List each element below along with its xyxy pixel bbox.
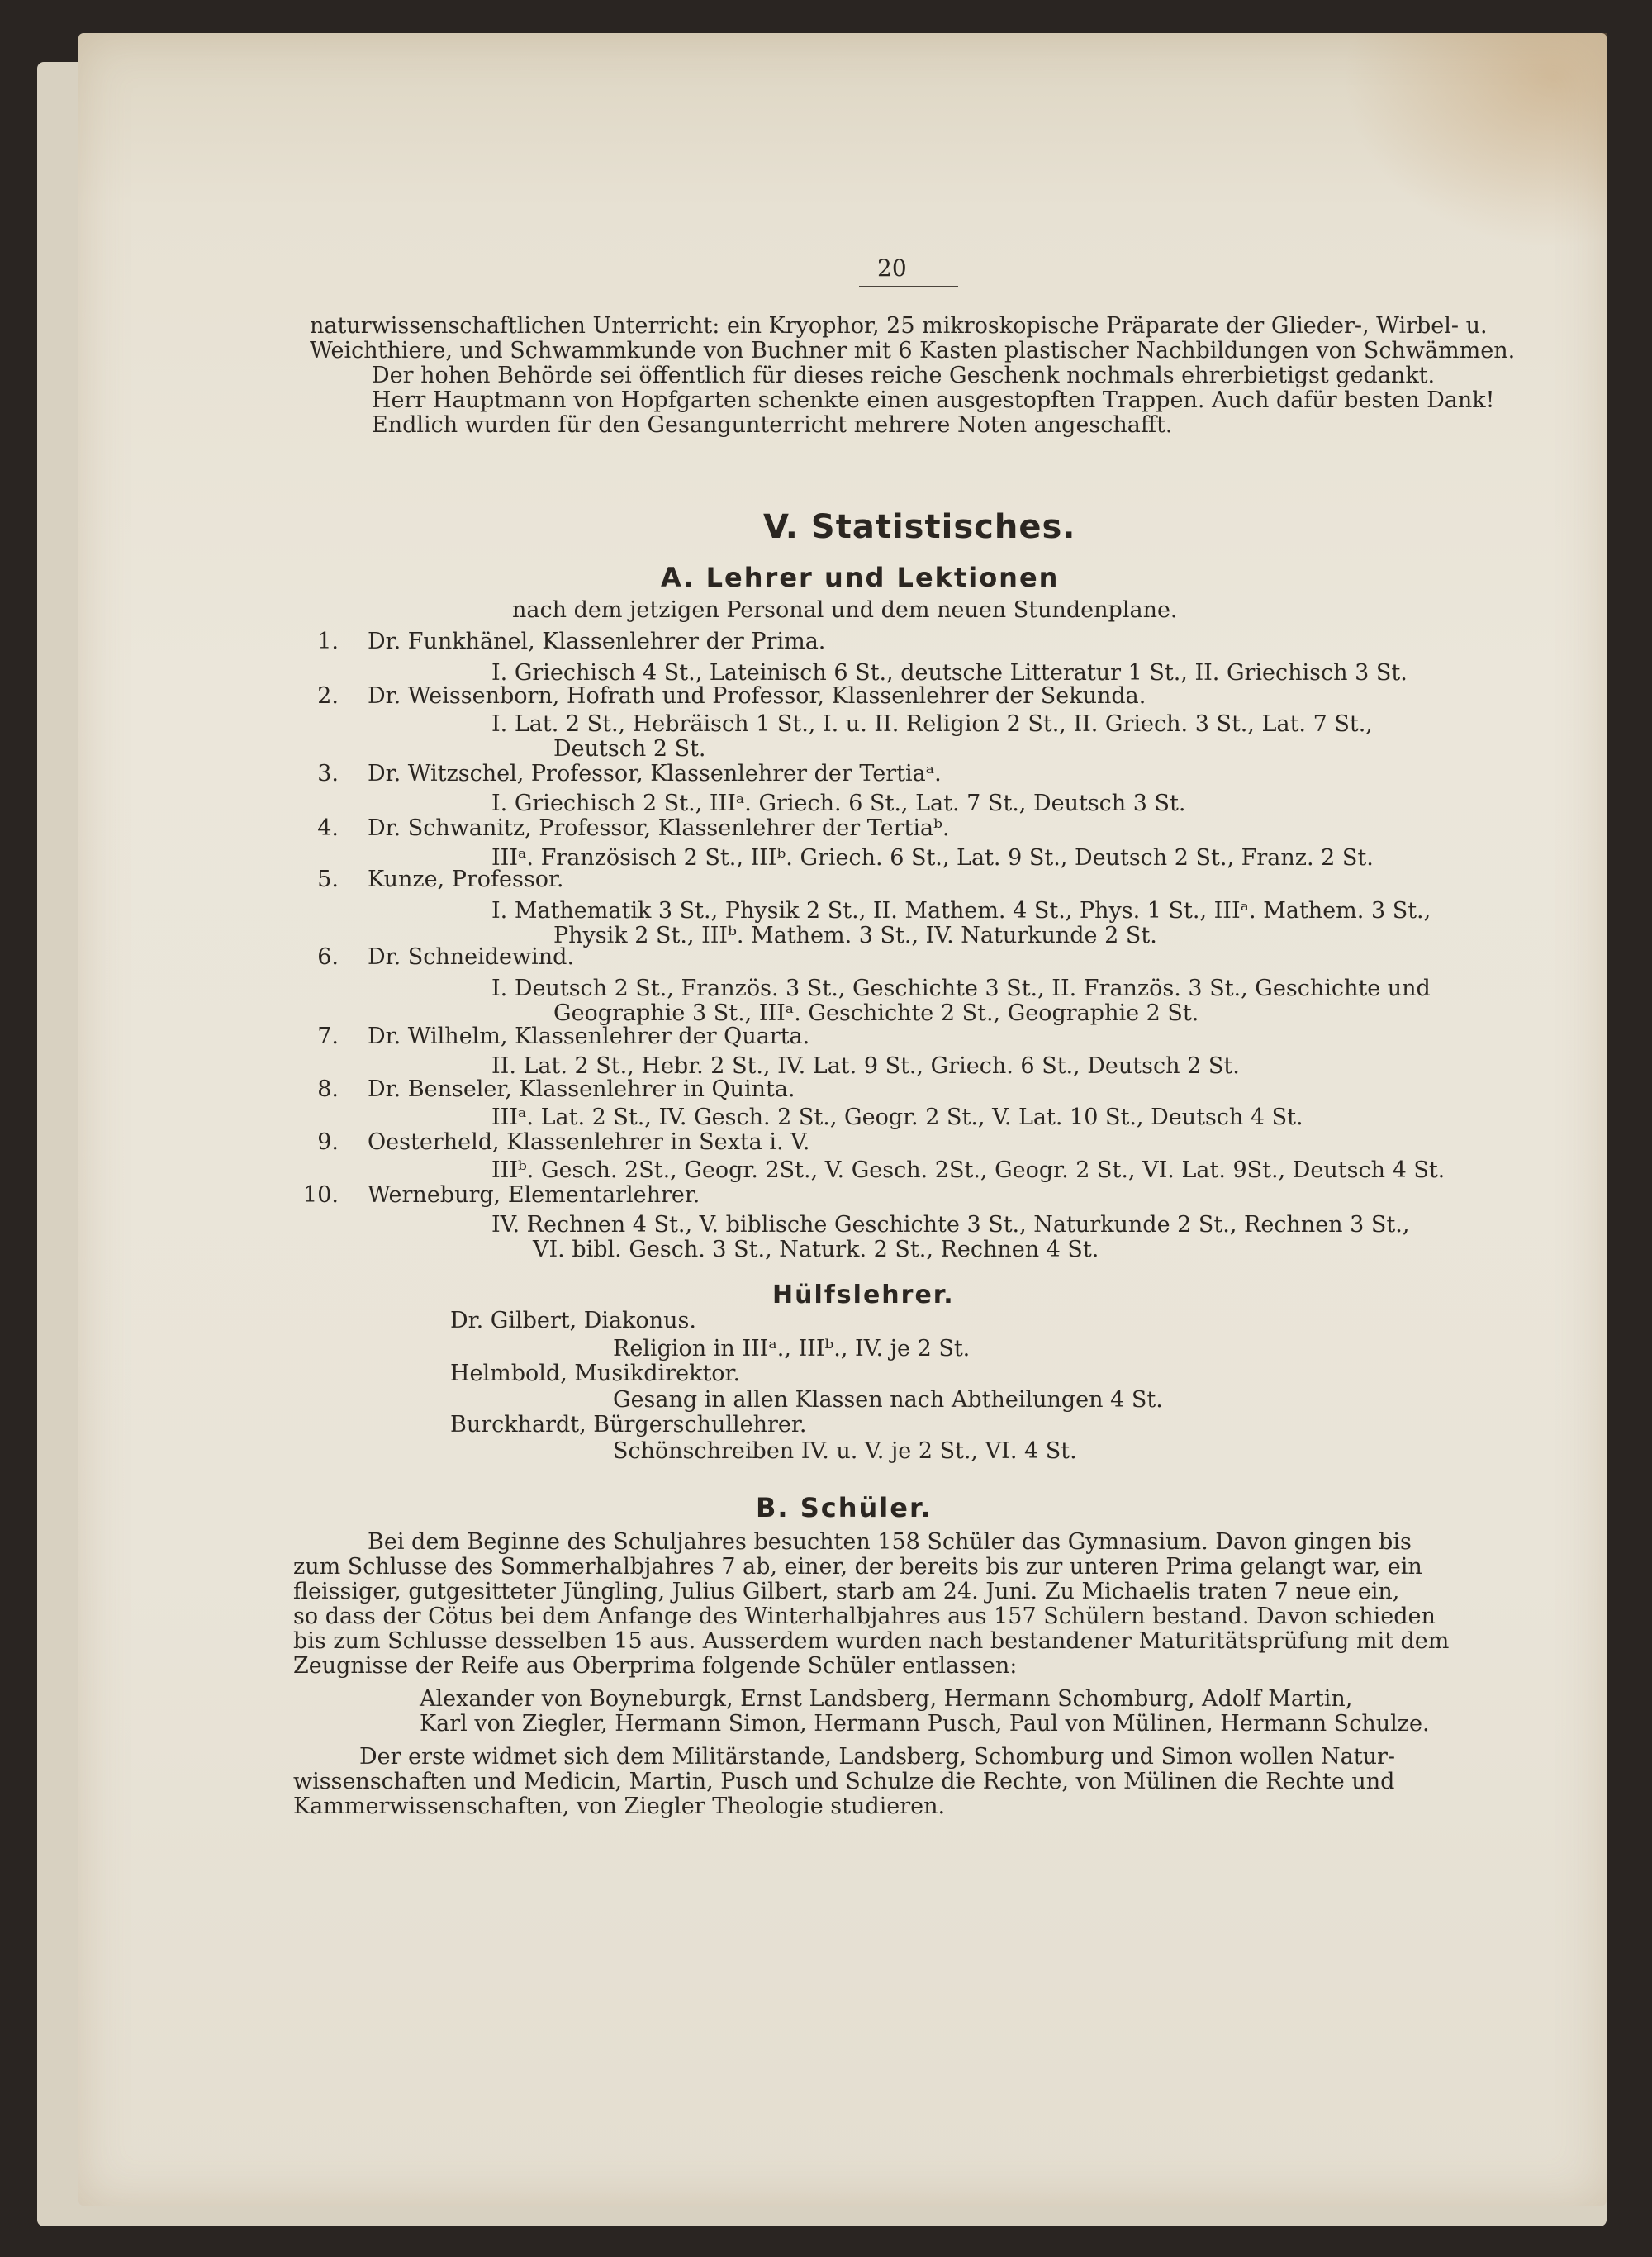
schueler-paragraph-line: so dass der Cötus bei dem Anfange des Winterhalbjahres aus 157 Schülern bestand. Davon schieden	[293, 1604, 1436, 1629]
teacher-number: 3.	[317, 761, 339, 786]
teacher-number: 1.	[317, 629, 339, 654]
subsection-a-title: A. Lehrer und Lektionen	[661, 562, 1060, 593]
teacher-lessons: I. Deutsch 2 St., Französ. 3 St., Geschichte 3 St., II. Französ. 3 St., Geschichte und	[491, 976, 1431, 1001]
schueler-paragraph-line: bis zum Schlusse desselben 15 aus. Ausserdem wurden nach bestandener Maturitätsprüfung mit dem	[293, 1628, 1450, 1654]
teacher-name: Oesterheld, Klassenlehrer in Sexta i. V.	[368, 1129, 810, 1155]
teacher-lessons: Physik 2 St., IIIᵇ. Mathem. 3 St., IV. Naturkunde 2 St.	[553, 923, 1157, 948]
teacher-number: 8.	[317, 1076, 339, 1102]
teacher-lessons: I. Griechisch 4 St., Lateinisch 6 St., deutsche Litteratur 1 St., II. Griechisch 3 St.	[491, 660, 1408, 686]
teacher-lessons: IIIᵃ. Lat. 2 St., IV. Gesch. 2 St., Geogr. 2 St., V. Lat. 10 St., Deutsch 4 St.	[491, 1105, 1303, 1130]
intro-line: Weichthiere, und Schwammkunde von Buchner mit 6 Kasten plastischer Nachbildungen von Schwämmen.	[310, 338, 1516, 363]
closing-line: Der erste widmet sich dem Militärstande, Landsberg, Schomburg und Simon wollen Natur-	[359, 1744, 1396, 1770]
teacher-name: Dr. Wilhelm, Klassenlehrer der Quarta.	[368, 1024, 810, 1049]
assistant-name: Burckhardt, Bürgerschullehrer.	[450, 1412, 807, 1437]
subsection-b-title: B. Schüler.	[756, 1492, 933, 1523]
intro-line: Herr Hauptmann von Hopfgarten schenkte einen ausgestopften Trappen. Auch dafür besten Dank!	[372, 387, 1495, 413]
teacher-lessons: II. Lat. 2 St., Hebr. 2 St., IV. Lat. 9 St., Griech. 6 St., Deutsch 2 St.	[491, 1053, 1240, 1079]
teacher-name: Dr. Schwanitz, Professor, Klassenlehrer der Tertiaᵇ.	[368, 815, 950, 841]
schueler-paragraph-line: Zeugnisse der Reife aus Oberprima folgende Schüler entlassen:	[293, 1653, 1018, 1679]
teacher-name: Dr. Witzschel, Professor, Klassenlehrer der Tertiaᵃ.	[368, 761, 942, 786]
schueler-paragraph-line: zum Schlusse des Sommerhalbjahres 7 ab, einer, der bereits bis zur unteren Prima gelangt war, ein	[293, 1554, 1422, 1580]
teacher-number: 7.	[317, 1024, 339, 1049]
teacher-number: 5.	[317, 867, 339, 892]
teacher-lessons: Geographie 3 St., IIIᵃ. Geschichte 2 St., Geographie 2 St.	[553, 1000, 1199, 1026]
teacher-number: 10.	[303, 1182, 339, 1208]
closing-line: wissenschaften und Medicin, Martin, Pusch und Schulze die Rechte, von Mülinen die Rechte und	[293, 1769, 1395, 1794]
intro-line: naturwissenschaftlichen Unterricht: ein Kryophor, 25 mikroskopische Präparate der Glieder-, Wirbel- u.	[310, 313, 1488, 339]
assistant-lesson: Gesang in allen Klassen nach Abtheilungen 4 St.	[613, 1387, 1163, 1413]
teacher-lessons: I. Mathematik 3 St., Physik 2 St., II. Mathem. 4 St., Phys. 1 St., IIIᵃ. Mathem. 3 St.,	[491, 898, 1431, 924]
teacher-lessons: IIIᵇ. Gesch. 2St., Geogr. 2St., V. Gesch. 2St., Geogr. 2 St., VI. Lat. 9St., Deutsch 4 St.	[491, 1157, 1446, 1183]
teacher-name: Dr. Funkhänel, Klassenlehrer der Prima.	[368, 629, 826, 654]
page-number: 20	[877, 254, 907, 282]
assistant-name: Dr. Gilbert, Diakonus.	[450, 1308, 696, 1333]
teacher-name: Dr. Weissenborn, Hofrath und Professor, Klassenlehrer der Sekunda.	[368, 683, 1146, 709]
graduates-line: Karl von Ziegler, Hermann Simon, Hermann Pusch, Paul von Mülinen, Hermann Schulze.	[420, 1711, 1430, 1737]
assistant-lesson: Schönschreiben IV. u. V. je 2 St., VI. 4 St.	[613, 1438, 1077, 1464]
teacher-lessons: I. Griechisch 2 St., IIIᵃ. Griech. 6 St., Lat. 7 St., Deutsch 3 St.	[491, 791, 1186, 816]
schueler-paragraph-line: fleissiger, gutgesitteter Jüngling, Julius Gilbert, starb am 24. Juni. Zu Michaelis traten 7 neue ein,	[293, 1579, 1400, 1604]
teacher-number: 9.	[317, 1129, 339, 1155]
schueler-paragraph-line: Bei dem Beginne des Schuljahres besuchten 158 Schüler das Gymnasium. Davon gingen bis	[368, 1529, 1412, 1555]
section-title: V. Statistisches.	[763, 508, 1076, 546]
subsection-a-subtitle: nach dem jetzigen Personal und dem neuen Stundenplane.	[512, 597, 1178, 623]
teacher-lessons: IIIᵃ. Französisch 2 St., IIIᵇ. Griech. 6 St., Lat. 9 St., Deutsch 2 St., Franz. 2 St.	[491, 845, 1374, 871]
assistants-title: Hülfslehrer.	[772, 1281, 955, 1309]
teacher-lessons: IV. Rechnen 4 St., V. biblische Geschichte 3 St., Naturkunde 2 St., Rechnen 3 St.,	[491, 1212, 1410, 1238]
page-number-rule	[859, 286, 958, 287]
teacher-lessons: VI. bibl. Gesch. 3 St., Naturk. 2 St., Rechnen 4 St.	[533, 1237, 1099, 1262]
teacher-name: Dr. Benseler, Klassenlehrer in Quinta.	[368, 1076, 795, 1102]
teacher-number: 4.	[317, 815, 339, 841]
graduates-line: Alexander von Boyneburgk, Ernst Landsberg, Hermann Schomburg, Adolf Martin,	[420, 1686, 1353, 1712]
teacher-lessons: Deutsch 2 St.	[553, 736, 706, 762]
teacher-name: Kunze, Professor.	[368, 867, 564, 892]
intro-line: Endlich wurden für den Gesangunterricht mehrere Noten angeschafft.	[372, 412, 1173, 438]
teacher-number: 2.	[317, 683, 339, 709]
teacher-name: Werneburg, Elementarlehrer.	[368, 1182, 700, 1208]
teacher-lessons: I. Lat. 2 St., Hebräisch 1 St., I. u. II. Religion 2 St., II. Griech. 3 St., Lat. 7 St.,	[491, 711, 1373, 737]
teacher-number: 6.	[317, 944, 339, 970]
assistant-name: Helmbold, Musikdirektor.	[450, 1361, 741, 1386]
teacher-name: Dr. Schneidewind.	[368, 944, 575, 970]
closing-line: Kammerwissenschaften, von Ziegler Theologie studieren.	[293, 1794, 946, 1819]
assistant-lesson: Religion in IIIᵃ., IIIᵇ., IV. je 2 St.	[613, 1336, 971, 1361]
intro-line: Der hohen Behörde sei öffentlich für dieses reiche Geschenk nochmals ehrerbietigst gedankt.	[372, 363, 1436, 388]
